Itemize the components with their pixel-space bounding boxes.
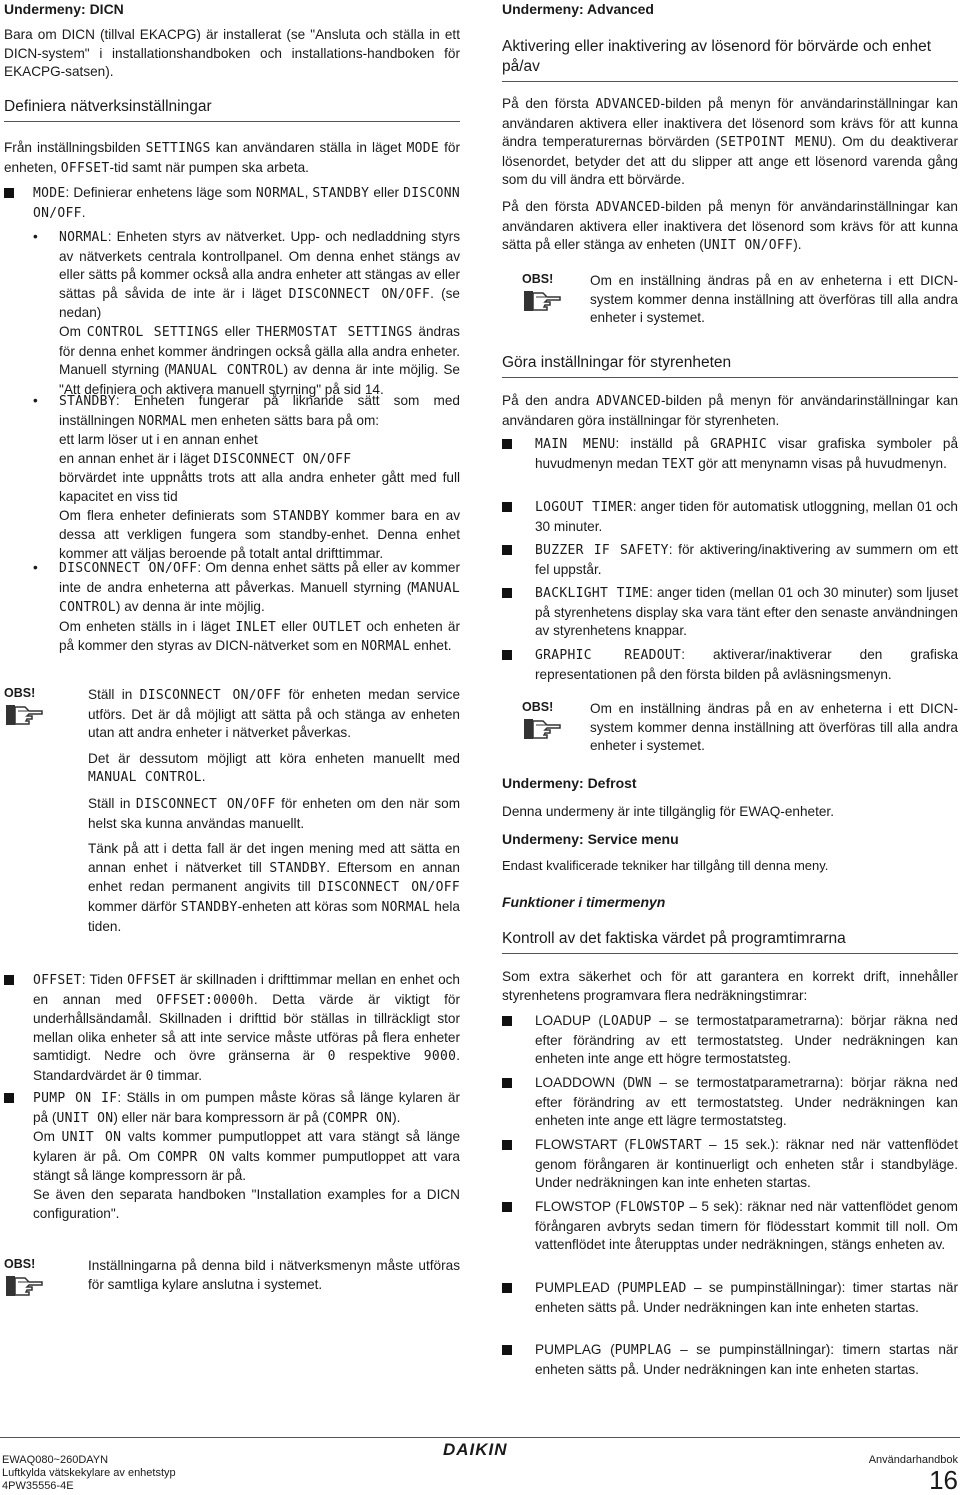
code-term: PUMP ON IF <box>33 1091 118 1106</box>
text-segment: : inställd på <box>615 436 711 451</box>
text-segment: kommer bara en av dessa att verkligen fungera som standby-enhet. Denna enhet kommer att väljas beroende på totalt antal drifttimmar. <box>59 507 460 561</box>
text-segment: : Enheten fungerar på liknande sätt som med inställningen <box>59 393 460 428</box>
obs-note-4-text: Om en inställning ändras på en av enheterna i ett DICN-system kommer denna inställning att överföras till alla andra enheter i systemet. <box>590 701 958 754</box>
obs-note-2-text: Inställningarna på denna bild i nätverksmenyn måste utföras för samtliga kylare anslutna i systemet. <box>88 1258 460 1292</box>
code-term: LOADUP <box>602 1014 652 1029</box>
text-segment: LOADDOWN ( <box>535 1075 628 1090</box>
standby-note <box>59 507 460 564</box>
text-segment: timmar. <box>153 1067 203 1083</box>
code-term: SETPOINT MENU <box>719 135 828 151</box>
standby-condition-2 <box>59 450 460 470</box>
advanced-title: Undermeny: Advanced <box>502 1 654 17</box>
code-term: MODE <box>33 186 66 201</box>
code-term: BACKLIGHT TIME <box>535 586 650 601</box>
code-term: GRAPHIC <box>710 437 767 452</box>
text-segment: – se termostatparametrarna): börjar räkna ned efter förändring av ett termostatsteg. Under nedräkningen kan enheten inte ange ett lägre termostatsteg. <box>535 1075 958 1129</box>
code-term: UNIT ON/OFF <box>703 238 794 254</box>
disconnect-bullet <box>33 559 460 657</box>
code-term: UNIT ON <box>56 1110 114 1126</box>
text-segment: Om flera enheter definierats som <box>59 507 273 523</box>
obs-label: OBS! <box>522 700 554 714</box>
disconnect-bullet-text-2 <box>59 618 460 657</box>
text-segment: – se termostatparametrarna): börjar räkna ned efter förändring av ett termostatsteg. Under nedräkningen kan enheten inte ange ett högre termostatsteg. <box>535 1013 958 1067</box>
code-term: MANUAL CONTROL <box>59 580 460 616</box>
text-segment: . <box>81 204 86 220</box>
footer-info <box>2 1454 176 1493</box>
standby-condition-3: börvärdet inte uppnåtts trots att alla andra enheter gått med full kapacitet en viss tid <box>59 470 460 504</box>
text-segment: Från inställningsbilden <box>4 140 146 155</box>
code-term: COMPR ON <box>327 1110 393 1126</box>
text-segment: -bilden på menyn för användarinställningar kan användaren aktivera eller inaktivera det lösenord som krävs för att kunna sätta på eller stänga av enheten ( <box>502 199 958 253</box>
code-term: CONTROL SETTINGS <box>86 324 219 340</box>
text-segment: för enheten, <box>4 140 460 175</box>
text-segment: . Eftersom en annan enhet redan permanent angivits till <box>88 859 460 895</box>
normal-bullet-text-2 <box>59 323 460 399</box>
code-term: DISCONNECT ON/OFF <box>139 688 282 703</box>
offset-item <box>4 971 460 1087</box>
text-segment: ändras för denna enhet kommer ändringen också gälla alla andra enheter. Manuell styrning ( <box>59 323 460 378</box>
controller-heading: Göra inställningar för styrenheten <box>502 354 732 371</box>
code-term: NORMAL <box>59 230 108 245</box>
text-segment: PUMPLAG ( <box>535 1342 615 1357</box>
text-segment: ). Om du deaktiverar lösenordet, betyder det att du slipper att ange ett lösenord varenda gång som du vill ändra ett börvärde. <box>502 134 958 188</box>
code-term: NORMAL <box>361 639 410 655</box>
obs-note-1-text <box>88 686 460 743</box>
obs-marker <box>522 272 582 319</box>
network-heading: Definiera nätverksinställningar <box>4 98 212 115</box>
pump-item-text-3: Se även den separata handboken "Installation examples for a DICN configuration". <box>33 1186 460 1221</box>
text-segment: : Definierar enhetens läge som <box>65 185 256 200</box>
text-segment: , <box>304 185 313 200</box>
text-segment: kommer därför <box>88 898 181 914</box>
text-segment: valts kommer pumputloppet att vara stängt så länge kylaren är på. Om <box>33 1129 461 1164</box>
code-term: TEXT <box>661 456 695 472</box>
obs-note-3-text: Om en inställning ändras på en av enheterna i ett DICN-system kommer denna inställning att överföras till alla andra enheter i systemet. <box>590 273 958 326</box>
service-title: Undermeny: Service menu <box>502 831 679 847</box>
timer-heading: Kontroll av det faktiska värdet på programtimrarna <box>502 930 846 947</box>
obs-note-3 <box>502 272 958 328</box>
text-segment: för enheten medan service utförs. Det är då möjligt att sätta på och stänga av enheten utan att andra enheter i nätverket påverkas. <box>88 687 461 741</box>
footer-subtitle: Luftkylda vätskekylare av enhetstyp <box>2 1467 176 1479</box>
timer-intro: Som extra säkerhet och för att garantera en korrekt drift, innehåller styrenhetens programvara flera nedräkningstimrar: <box>502 969 958 1003</box>
code-term: STANDBY <box>272 508 330 524</box>
code-term: FLOWSTOP <box>619 1200 685 1215</box>
text-segment: PUMPLEAD ( <box>535 1280 622 1295</box>
code-term: STANDBY <box>59 394 116 409</box>
text-segment: : Om denna enhet sätts på eller av kommer inte de andra enheterna att påverkas. Manuell styrning ( <box>59 560 461 595</box>
code-term: DISCONNECT ON/OFF <box>318 880 461 896</box>
footer-model: EWAQ080~260DAYN <box>2 1454 109 1466</box>
obs-note-1-text-3 <box>88 795 460 833</box>
defrost-text: Denna undermeny är inte tillgänglig för EWAQ-enheter. <box>502 804 834 819</box>
text-segment: . (se nedan) <box>59 285 460 321</box>
controller-item-logout-timer <box>502 498 958 536</box>
advanced-heading: Aktivering eller inaktivering av lösenord för börvärde och enhet på/av <box>502 38 932 75</box>
text-segment: Ställ in <box>88 795 136 811</box>
obs-marker <box>4 686 64 733</box>
pump-item <box>4 1089 460 1223</box>
text-segment: På den första <box>502 199 596 214</box>
text-segment: eller <box>276 618 313 634</box>
text-segment: visar grafiska symboler på huvudmenyn medan <box>535 436 958 471</box>
code-term: DISCONNECT ON/OFF <box>213 451 352 467</box>
text-segment: ) av denna är inte möjlig. <box>115 599 265 615</box>
pump-item-text-2 <box>33 1128 460 1186</box>
obs-label: OBS! <box>4 1257 36 1271</box>
text-segment: eller <box>218 323 257 339</box>
code-term: SETTINGS <box>145 141 211 156</box>
text-segment: : Enheten styrs av nätverket. Upp- och nedladdning styrs av nätverkets centrala kontrollpanel. Om denna enhet stängs av eller sätts på kommer också alla andra enheter att stängas av eller sättas på såvida de inte är i läget <box>59 229 460 301</box>
text-segment: enhet. <box>409 638 452 654</box>
daikin-logo: DAIKIN <box>443 1440 508 1459</box>
controller-item-backlight <box>502 584 958 641</box>
code-term: THERMOSTAT SETTINGS <box>256 324 413 340</box>
dicn-title: Undermeny: DICN <box>4 1 124 17</box>
obs-note-1 <box>4 686 460 936</box>
text-segment: hela tiden. <box>88 898 460 934</box>
standby-condition-1: ett larm löser ut i en annan enhet <box>59 432 258 448</box>
code-term: 9000 <box>423 1049 457 1065</box>
network-intro <box>4 139 460 178</box>
code-term: COMPR ON <box>156 1149 225 1165</box>
text-segment: respektive <box>335 1048 424 1064</box>
text-segment: : anger tiden för automatisk utloggning, mellan 01 och 30 minuter. <box>535 499 958 534</box>
code-term: UNIT ON <box>61 1130 122 1146</box>
text-segment: Tänk på att i detta fall är det ingen mening med att sätta en annan enhet i nätverket till <box>88 841 460 875</box>
code-term: NORMAL <box>381 899 431 915</box>
text-segment: för enheten om den när som helst ska kunna användas manuellt. <box>88 795 461 831</box>
code-term: FLOWSTART <box>628 1138 702 1153</box>
obs-note-1-text-4 <box>88 840 460 936</box>
text-segment: en annan enhet är i läget <box>59 450 214 466</box>
text-segment: På den första <box>502 96 596 111</box>
text-segment: : för aktivering/inaktivering av summern om ett fel uppstår. <box>535 542 958 577</box>
timer-item-pumplag <box>502 1341 958 1379</box>
text-segment: ) eller när bara kompressorn är på ( <box>113 1109 328 1125</box>
code-term: ADVANCED <box>595 200 661 215</box>
code-term: DISCONNECT ON/OFF <box>59 561 198 576</box>
obs-marker <box>4 1257 64 1304</box>
code-term: DISCONNECT ON/OFF <box>135 796 276 812</box>
text-segment: -tid samt när pumpen ska arbeta. <box>109 159 309 175</box>
obs-label: OBS! <box>522 272 554 286</box>
code-term: OFFSET <box>127 973 176 988</box>
text-segment: men enheten sätts bara på om: <box>187 412 380 428</box>
code-term: STANDBY <box>269 860 327 876</box>
obs-label: OBS! <box>4 686 36 700</box>
standby-bullet <box>33 392 460 563</box>
text-segment: Om enheten ställs in i läget <box>59 618 236 634</box>
text-segment: Ställ in <box>88 687 140 702</box>
text-segment: . Standardvärdet är <box>33 1048 460 1083</box>
code-term: OFFSET <box>60 160 110 176</box>
text-segment: valts kommer pumputloppet att vara stängt så länge kompressorn är på. <box>33 1148 460 1184</box>
defrost-title: Undermeny: Defrost <box>502 775 637 791</box>
code-term: MODE <box>406 141 440 156</box>
text-segment: -bilden på menyn för användarinställningar kan användaren aktivera eller inaktivera det lösenord som krävs för att kunna ändra temperaturernas börvärden ( <box>502 96 958 150</box>
code-term: MAIN MENU <box>535 437 616 452</box>
code-term: 0 <box>327 1049 336 1065</box>
timer-title: Funktioner i timermenyn <box>502 894 666 910</box>
text-segment: : aktiverar/inaktiverar den grafiska representationen på den första bilden på avläsningsmenyn. <box>535 647 959 682</box>
timer-item-flowstop <box>502 1198 958 1255</box>
code-term: OFFSET:0000h <box>156 992 254 1008</box>
mode-item <box>4 184 460 223</box>
text-segment: : anger tiden (mellan 01 och 30 minuter) som ljuset på styrenhetens display ska vara tänt efter den senaste användningen av styrenhetens knappar. <box>535 585 958 639</box>
timer-item-loadup <box>502 1012 958 1069</box>
code-term: DISCONN ON/OFF <box>33 186 460 221</box>
text-segment: Om <box>59 323 87 339</box>
pointing-hand-icon <box>4 703 44 727</box>
timer-item-loaddown <box>502 1074 958 1131</box>
text-segment: – se pumpinställningar): timer startas när enheten sätts på. Under nedräkningen kan inte enheten startas. <box>535 1280 959 1315</box>
code-term: DISCONNECT ON/OFF <box>288 286 431 302</box>
footer-manual-name: Användarhandbok <box>868 1454 958 1466</box>
text-segment: FLOWSTOP ( <box>535 1199 620 1214</box>
code-term: LOGOUT TIMER <box>535 500 633 515</box>
obs-note-1-text-2 <box>88 750 460 788</box>
dicn-text: Bara om DICN (tillval EKACPG) är installerat (se "Ansluta och ställa in ett DICN-system" i installationshandboken och installations-handboken för EKACPG-satsen). <box>4 27 460 80</box>
text-segment: . <box>201 769 206 785</box>
page-number: 16 <box>929 1465 958 1495</box>
code-term: NORMAL <box>255 186 305 201</box>
disconnect-bullet-text <box>59 559 460 618</box>
code-term: INLET <box>235 619 277 635</box>
obs-marker <box>522 700 582 747</box>
code-term: ADVANCED <box>595 97 661 112</box>
text-segment: är skillnaden i drifttimmar mellan en enhet och en annan med <box>33 972 460 1007</box>
text-segment: – se pumpinställningar): timern startas när enheten sätts på. Under nedräkningen kan inte enheten startas. <box>535 1342 958 1377</box>
text-segment: ). <box>793 237 802 253</box>
pointing-hand-icon <box>522 717 562 741</box>
code-term: PUMPLEAD <box>621 1281 687 1296</box>
text-segment: FLOWSTART ( <box>535 1137 629 1152</box>
text-segment: – 5 sek): räknar ned när vattenflödet genom förångaren avbryts sedan timern för flödesstart kommit till noll. Om vattenflödet inte återupptas under nedräkningen, stängs enheten av. <box>535 1199 958 1253</box>
footer-code: 4PW35556-4E <box>2 1480 74 1492</box>
text-segment: Om <box>33 1129 62 1145</box>
code-term: NORMAL <box>138 413 188 429</box>
normal-bullet-text <box>59 228 460 323</box>
code-term: ADVANCED <box>596 394 662 409</box>
normal-bullet <box>33 228 460 399</box>
code-term: OFFSET <box>33 973 82 988</box>
text-segment: ) av denna är inte möjlig. Se "Att definiera och aktivera manuell styrning" på sid 14. <box>59 362 460 397</box>
timer-item-flowstart <box>502 1136 958 1193</box>
obs-note-4 <box>502 700 958 756</box>
text-segment: -enheten att köras som <box>237 898 382 914</box>
code-term: PUMPLAG <box>614 1343 672 1358</box>
code-term: OUTLET <box>312 619 362 635</box>
code-term: STANDBY <box>312 186 370 201</box>
text-segment: : Ställs in om pumpen måste köras så länge kylaren är på ( <box>33 1090 460 1125</box>
service-text: Endast kvalificerade tekniker har tillgång till denna meny. <box>502 858 829 873</box>
code-term: BUZZER IF SAFETY <box>535 543 669 558</box>
pointing-hand-icon <box>522 289 562 313</box>
code-term: 0 <box>145 1068 154 1084</box>
advanced-text-2 <box>502 198 958 256</box>
text-segment: Det är dessutom möjligt att köra enheten manuellt med <box>88 750 460 766</box>
text-segment: gör att menynamn visas på huvudmenyn. <box>694 455 947 471</box>
advanced-text-1 <box>502 95 958 190</box>
controller-item-main-menu <box>502 435 958 474</box>
text-segment: : Tiden <box>81 972 128 987</box>
code-term: MANUAL CONTROL <box>168 363 284 379</box>
pump-item-text <box>33 1089 460 1128</box>
text-segment: ). <box>392 1109 401 1125</box>
controller-item-buzzer <box>502 541 958 579</box>
footer-divider <box>0 1437 960 1438</box>
text-segment: . Detta värde är viktigt för underhållsändamål. Skillnaden i drifttid bör ställas in tillräckligt stor mellan olika enheter så att inte service måste utföras på flera enheter samtidigt. Nedre och övre gränserna är <box>33 991 460 1064</box>
text-segment: På den andra <box>502 393 597 408</box>
text-segment: – 15 sek.): räknar ned när vattenflödet genom förångaren är kontinuerligt och enheten står i standbyläge. Under nedräkningen kan inte enheten startas. <box>535 1137 958 1191</box>
text-segment: kan användaren ställa in läget <box>210 140 407 155</box>
standby-bullet-text <box>59 392 460 431</box>
text-segment: och enheten är på kommer den styras av DICN-nätverket som en <box>59 618 460 654</box>
controller-item-graphic-readout <box>502 646 958 684</box>
timer-item-pumplead <box>502 1279 958 1317</box>
controller-intro <box>502 392 958 430</box>
text-segment: -bilden på menyn för användarinställningar kan användaren göra inställningar för styrenheten. <box>502 393 958 428</box>
text-segment: LOADUP ( <box>535 1013 603 1028</box>
pointing-hand-icon <box>4 1274 44 1298</box>
code-term: MANUAL CONTROL <box>88 770 202 786</box>
code-term: STANDBY <box>180 899 238 915</box>
obs-note-2 <box>4 1257 460 1294</box>
code-term: GRAPHIC READOUT <box>535 648 682 663</box>
code-term: DWN <box>627 1076 652 1091</box>
text-segment: eller <box>369 185 404 200</box>
